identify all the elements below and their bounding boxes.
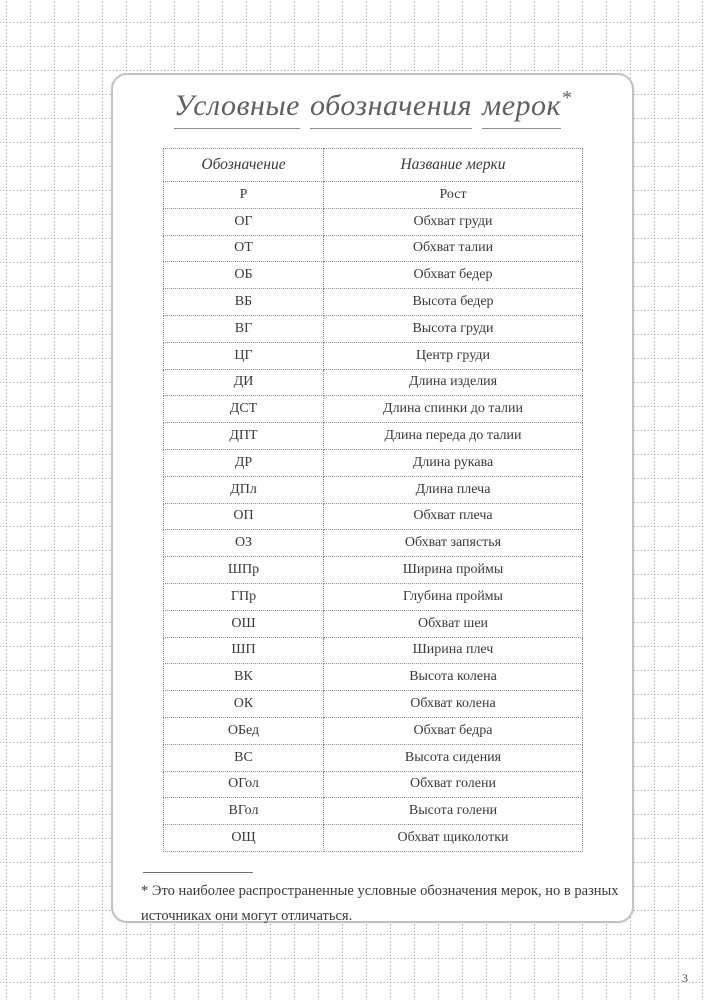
measurement-name-cell: Длина переда до талии [324,423,583,450]
abbreviation-cell: ШПр [164,557,324,584]
abbreviation-cell: ОК [164,691,324,718]
content-card [111,73,634,923]
measurement-name-cell: Высота колена [324,664,583,691]
table-row [164,583,583,610]
table-row [164,396,583,423]
measurement-name-cell: Глубина проймы [324,583,583,610]
abbreviation-cell: ШП [164,637,324,664]
table-row [164,476,583,503]
abbreviation-cell: ДСТ [164,396,324,423]
table-header-row [164,149,583,182]
abbreviation-cell: ОТ [164,235,324,262]
table-row [164,664,583,691]
abbreviation-cell: ГПр [164,583,324,610]
page-title [113,87,632,123]
abbreviation-cell: ОБ [164,262,324,289]
abbreviation-cell: ОГол [164,771,324,798]
abbreviation-cell: ЦГ [164,342,324,369]
table-row [164,262,583,289]
measurement-name-cell: Обхват запястья [324,530,583,557]
table-row [164,289,583,316]
measurement-name-cell: Высота бедер [324,289,583,316]
measurement-name-cell: Обхват груди [324,208,583,235]
measurement-name-cell: Обхват талии [324,235,583,262]
abbreviation-cell: ВК [164,664,324,691]
abbreviation-cell: ВБ [164,289,324,316]
measurement-name-cell: Высота сидения [324,744,583,771]
title-word: мерок [482,89,561,129]
abbreviation-cell: ОП [164,503,324,530]
abbreviation-cell: ОШ [164,610,324,637]
measurement-name-cell: Обхват плеча [324,503,583,530]
abbreviation-cell: ОГ [164,208,324,235]
table-row [164,610,583,637]
measurement-name-cell: Рост [324,182,583,209]
abbreviation-cell: ВС [164,744,324,771]
table-row [164,557,583,584]
table-row [164,342,583,369]
measurement-name-cell: Длина изделия [324,369,583,396]
abbreviation-cell: ДИ [164,369,324,396]
table-row [164,449,583,476]
table-row [164,717,583,744]
table-row [164,235,583,262]
measurement-name-cell: Обхват колена [324,691,583,718]
column-header-measurement-name: Название мерки [324,149,583,182]
abbreviation-cell: ДР [164,449,324,476]
measurement-name-cell: Обхват шеи [324,610,583,637]
abbreviation-cell: ВГол [164,798,324,825]
footnote-line: источниках они могут отличаться. [141,908,353,924]
table-row [164,315,583,342]
title-word: обозначения [310,89,472,129]
abbreviation-cell: Р [164,182,324,209]
footnote-text [141,879,623,929]
abbreviation-cell: ОБед [164,717,324,744]
measurement-name-cell: Обхват бедра [324,717,583,744]
abbreviation-cell: ДПл [164,476,324,503]
measurement-name-cell: Обхват бедер [324,262,583,289]
table-row [164,798,583,825]
measurement-name-cell: Длина спинки до талии [324,396,583,423]
table-row [164,369,583,396]
measurement-name-cell: Длина рукава [324,449,583,476]
table-row [164,423,583,450]
table-row [164,637,583,664]
title-word: Условные [174,89,300,129]
column-header-designation: Обозначение [164,149,324,182]
measurement-name-cell: Ширина проймы [324,557,583,584]
abbreviation-cell: ВГ [164,315,324,342]
title-asterisk: * [561,87,572,109]
measurement-name-cell: Ширина плеч [324,637,583,664]
table-row [164,182,583,209]
abbreviation-cell: ОЩ [164,825,324,852]
table-row [164,208,583,235]
table-row [164,691,583,718]
abbreviation-cell: ДПТ [164,423,324,450]
measurement-name-cell: Длина плеча [324,476,583,503]
measurement-name-cell: Обхват голени [324,771,583,798]
footnote-divider [143,872,253,873]
footnote-line: * Это наиболее распространенные условные обозначения мерок, но в разных [141,883,619,899]
table-row [164,771,583,798]
measurement-name-cell: Центр груди [324,342,583,369]
measurement-name-cell: Обхват щиколотки [324,825,583,852]
measurement-name-cell: Высота груди [324,315,583,342]
measurement-name-cell: Высота голени [324,798,583,825]
table-row [164,744,583,771]
measurement-abbreviations-table [163,148,583,852]
abbreviation-cell: ОЗ [164,530,324,557]
table-row [164,503,583,530]
page-number: 3 [682,971,688,985]
table-row [164,530,583,557]
table-row [164,825,583,852]
